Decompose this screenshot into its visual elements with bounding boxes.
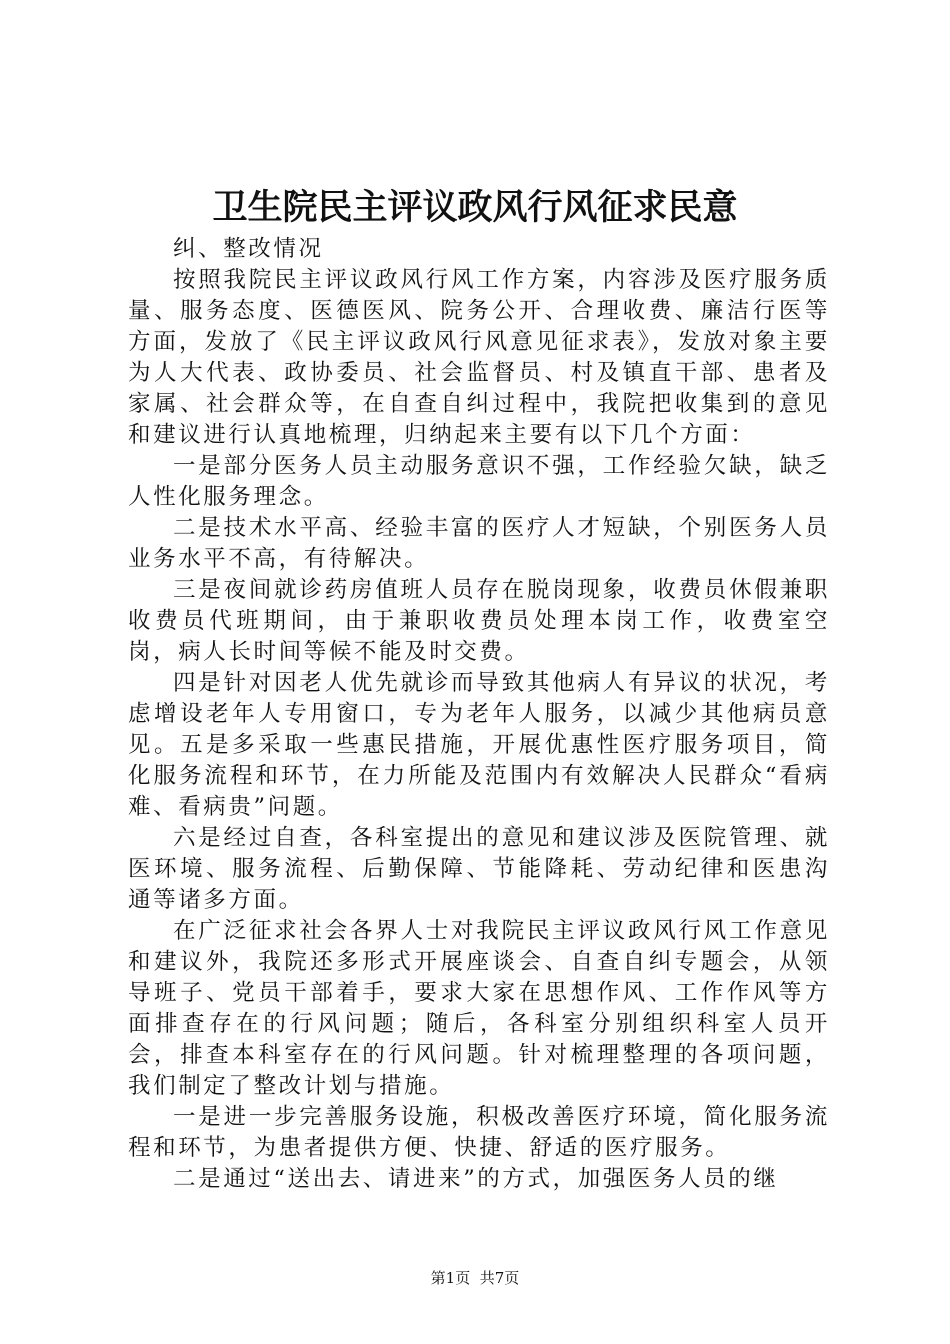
page-footer [0, 1268, 950, 1288]
paragraph-intro: 按照我院民主评议政风行风工作方案，内容涉及医疗服务质量、服务态度、医德医风、院务公开、合理收费、廉洁行医等方面，发放了《民主评议政风行风意见征求表》，发放对象主要为人大代表、政协委员、社会监督员、村及镇直干部、患者及家属、社会群众等，在自查自纠过程中，我院把收集到的意见和建议进行认真地梳理，归纳起来主要有以下几个方面： [128, 267, 830, 448]
paragraph-measure-2: 二是通过“送出去、请进来”的方式，加强医务人员的继 [173, 1166, 779, 1192]
document-title: 卫生院民主评议政风行风征求民意 [212, 187, 738, 228]
document-body [128, 234, 830, 1195]
footer-spacer [470, 1269, 480, 1287]
paragraph-issue-1: 一是部分医务人员主动服务意识不强，工作经验欠缺，缺乏人性化服务理念。 [128, 453, 830, 510]
paragraph-issue-4-5: 四是针对因老人优先就诊而导致其他病人有异议的状况，考虑增设老年人专用窗口，专为老年人服务，以减少其他病员意见。五是多采取一些惠民措施，开展优惠性医疗服务项目，简化服务流程和环节，在力所能及范围内有效解决人民群众“看病难、看病贵”问题。 [128, 670, 830, 820]
page-number: 第1页 [430, 1269, 471, 1287]
page-total: 共7页 [479, 1269, 520, 1287]
section-heading: 纠、整改情况 [173, 236, 324, 262]
paragraph-issue-2: 二是技术水平高、经验丰富的医疗人才短缺，个别医务人员业务水平不高，有待解决。 [128, 515, 830, 572]
paragraph-issue-3: 三是夜间就诊药房值班人员存在脱岗现象，收费员休假兼职收费员代班期间，由于兼职收费员处理本岗工作，收费室空岗，病人长时间等候不能及时交费。 [128, 577, 830, 665]
paragraph-measure-1: 一是进一步完善服务设施，积极改善医疗环境，简化服务流程和环节，为患者提供方便、快捷、舒适的医疗服务。 [128, 1104, 830, 1161]
paragraph-measures-intro: 在广泛征求社会各界人士对我院民主评议政风行风工作意见和建议外，我院还多形式开展座谈会、自查自纠专题会，从领导班子、党员干部着手，要求大家在思想作风、工作作风等方面排查存在的行风问题；随后，各科室分别组织科室人员开会，排查本科室存在的行风问题。针对梳理整理的各项问题，我们制定了整改计划与措施。 [128, 918, 830, 1099]
paragraph-issue-6: 六是经过自查，各科室提出的意见和建议涉及医院管理、就医环境、服务流程、后勤保障、节能降耗、劳动纪律和医患沟通等诸多方面。 [128, 825, 830, 913]
